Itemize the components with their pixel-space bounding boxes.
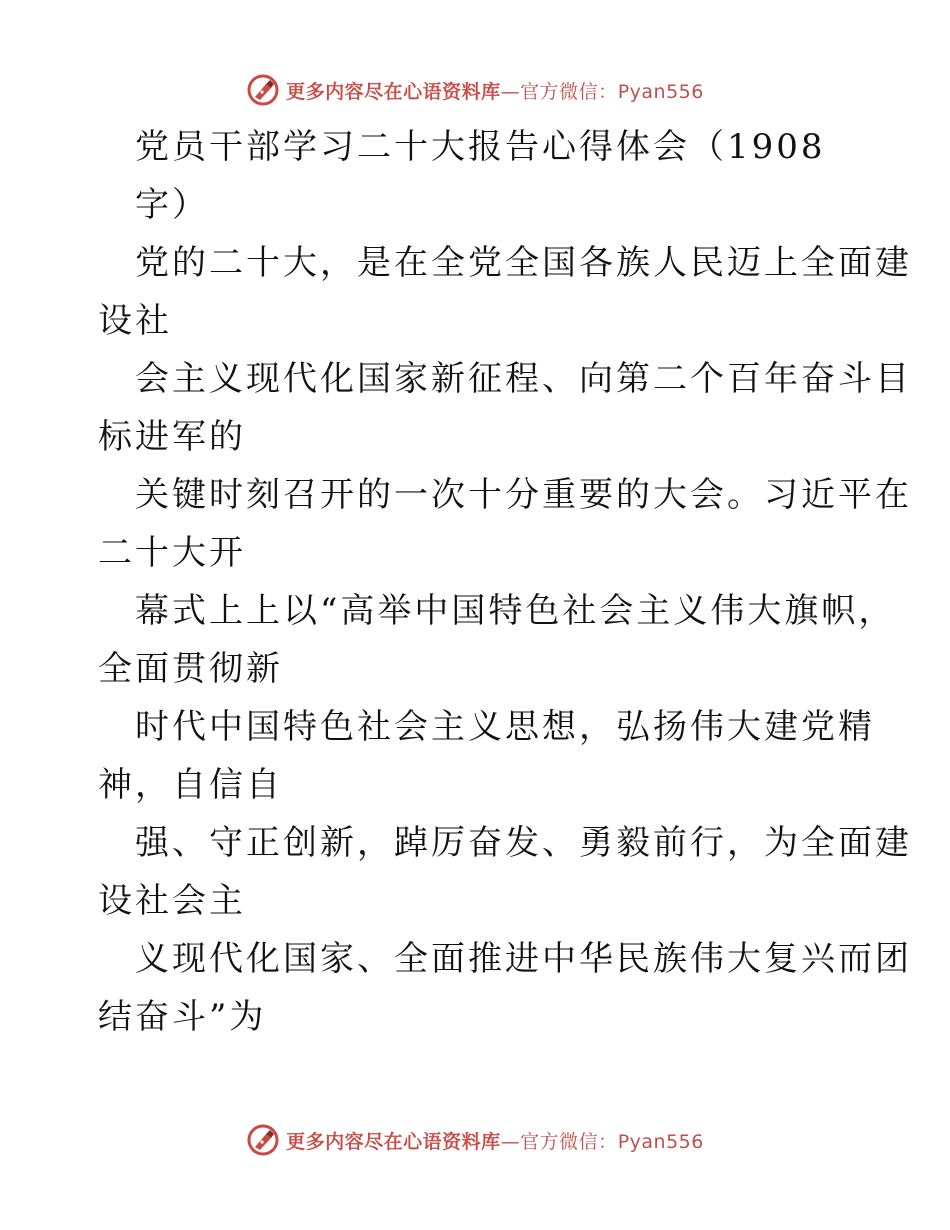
pen-nib-logo-icon (246, 1123, 280, 1157)
header-banner-inner (246, 73, 704, 107)
document-text-line: 标进军的 (98, 417, 246, 457)
document-text-line: 全面贯彻新 (98, 649, 283, 689)
banner-dash: — (500, 80, 521, 103)
document-title-line-1: 党员干部学习二十大报告心得体会（1908 (135, 127, 826, 167)
document-body (98, 118, 912, 1046)
header-banner-text (286, 77, 704, 104)
banner-title: 更多内容尽在心语资料库 (286, 1130, 501, 1153)
document-text-line: 神，自信自 (98, 765, 283, 805)
pen-nib-logo-icon (246, 73, 280, 107)
banner-wechat-id: Pyan556 (617, 80, 704, 103)
footer-banner-inner (246, 1123, 704, 1157)
document-text-line: 幕式上上以“高举中国特色社会主义伟大旗帜， (135, 591, 896, 631)
footer-banner (0, 1120, 950, 1160)
document-text-line: 强、守正创新，踔厉奋发、勇毅前行，为全面建 (135, 823, 912, 863)
document-text-line: 会主义现代化国家新征程、向第二个百年奋斗目 (135, 359, 912, 399)
banner-title: 更多内容尽在心语资料库 (286, 80, 501, 103)
banner-wechat-id: Pyan556 (617, 1130, 704, 1153)
document-text-line: 时代中国特色社会主义思想，弘扬伟大建党精 (135, 707, 875, 747)
document-text-line: 关键时刻召开的一次十分重要的大会。习近平在 (135, 475, 912, 515)
document-text-line: 义现代化国家、全面推进中华民族伟大复兴而团 (135, 939, 912, 979)
banner-official-label: 官方微信： (520, 80, 618, 103)
banner-official-label: 官方微信： (520, 1130, 618, 1153)
document-text-line: 党的二十大，是在全党全国各族人民迈上全面建 (135, 243, 912, 283)
header-banner (0, 70, 950, 110)
document-title-line-2: 字） (135, 185, 209, 225)
document-text-line: 结奋斗”为 (98, 997, 267, 1037)
footer-banner-text (286, 1127, 704, 1154)
document-text-line: 二十大开 (98, 533, 246, 573)
document-text-line: 设社会主 (98, 881, 246, 921)
document-text-line: 设社 (98, 301, 172, 341)
document-paragraph (98, 234, 912, 1046)
banner-dash: — (500, 1130, 521, 1153)
